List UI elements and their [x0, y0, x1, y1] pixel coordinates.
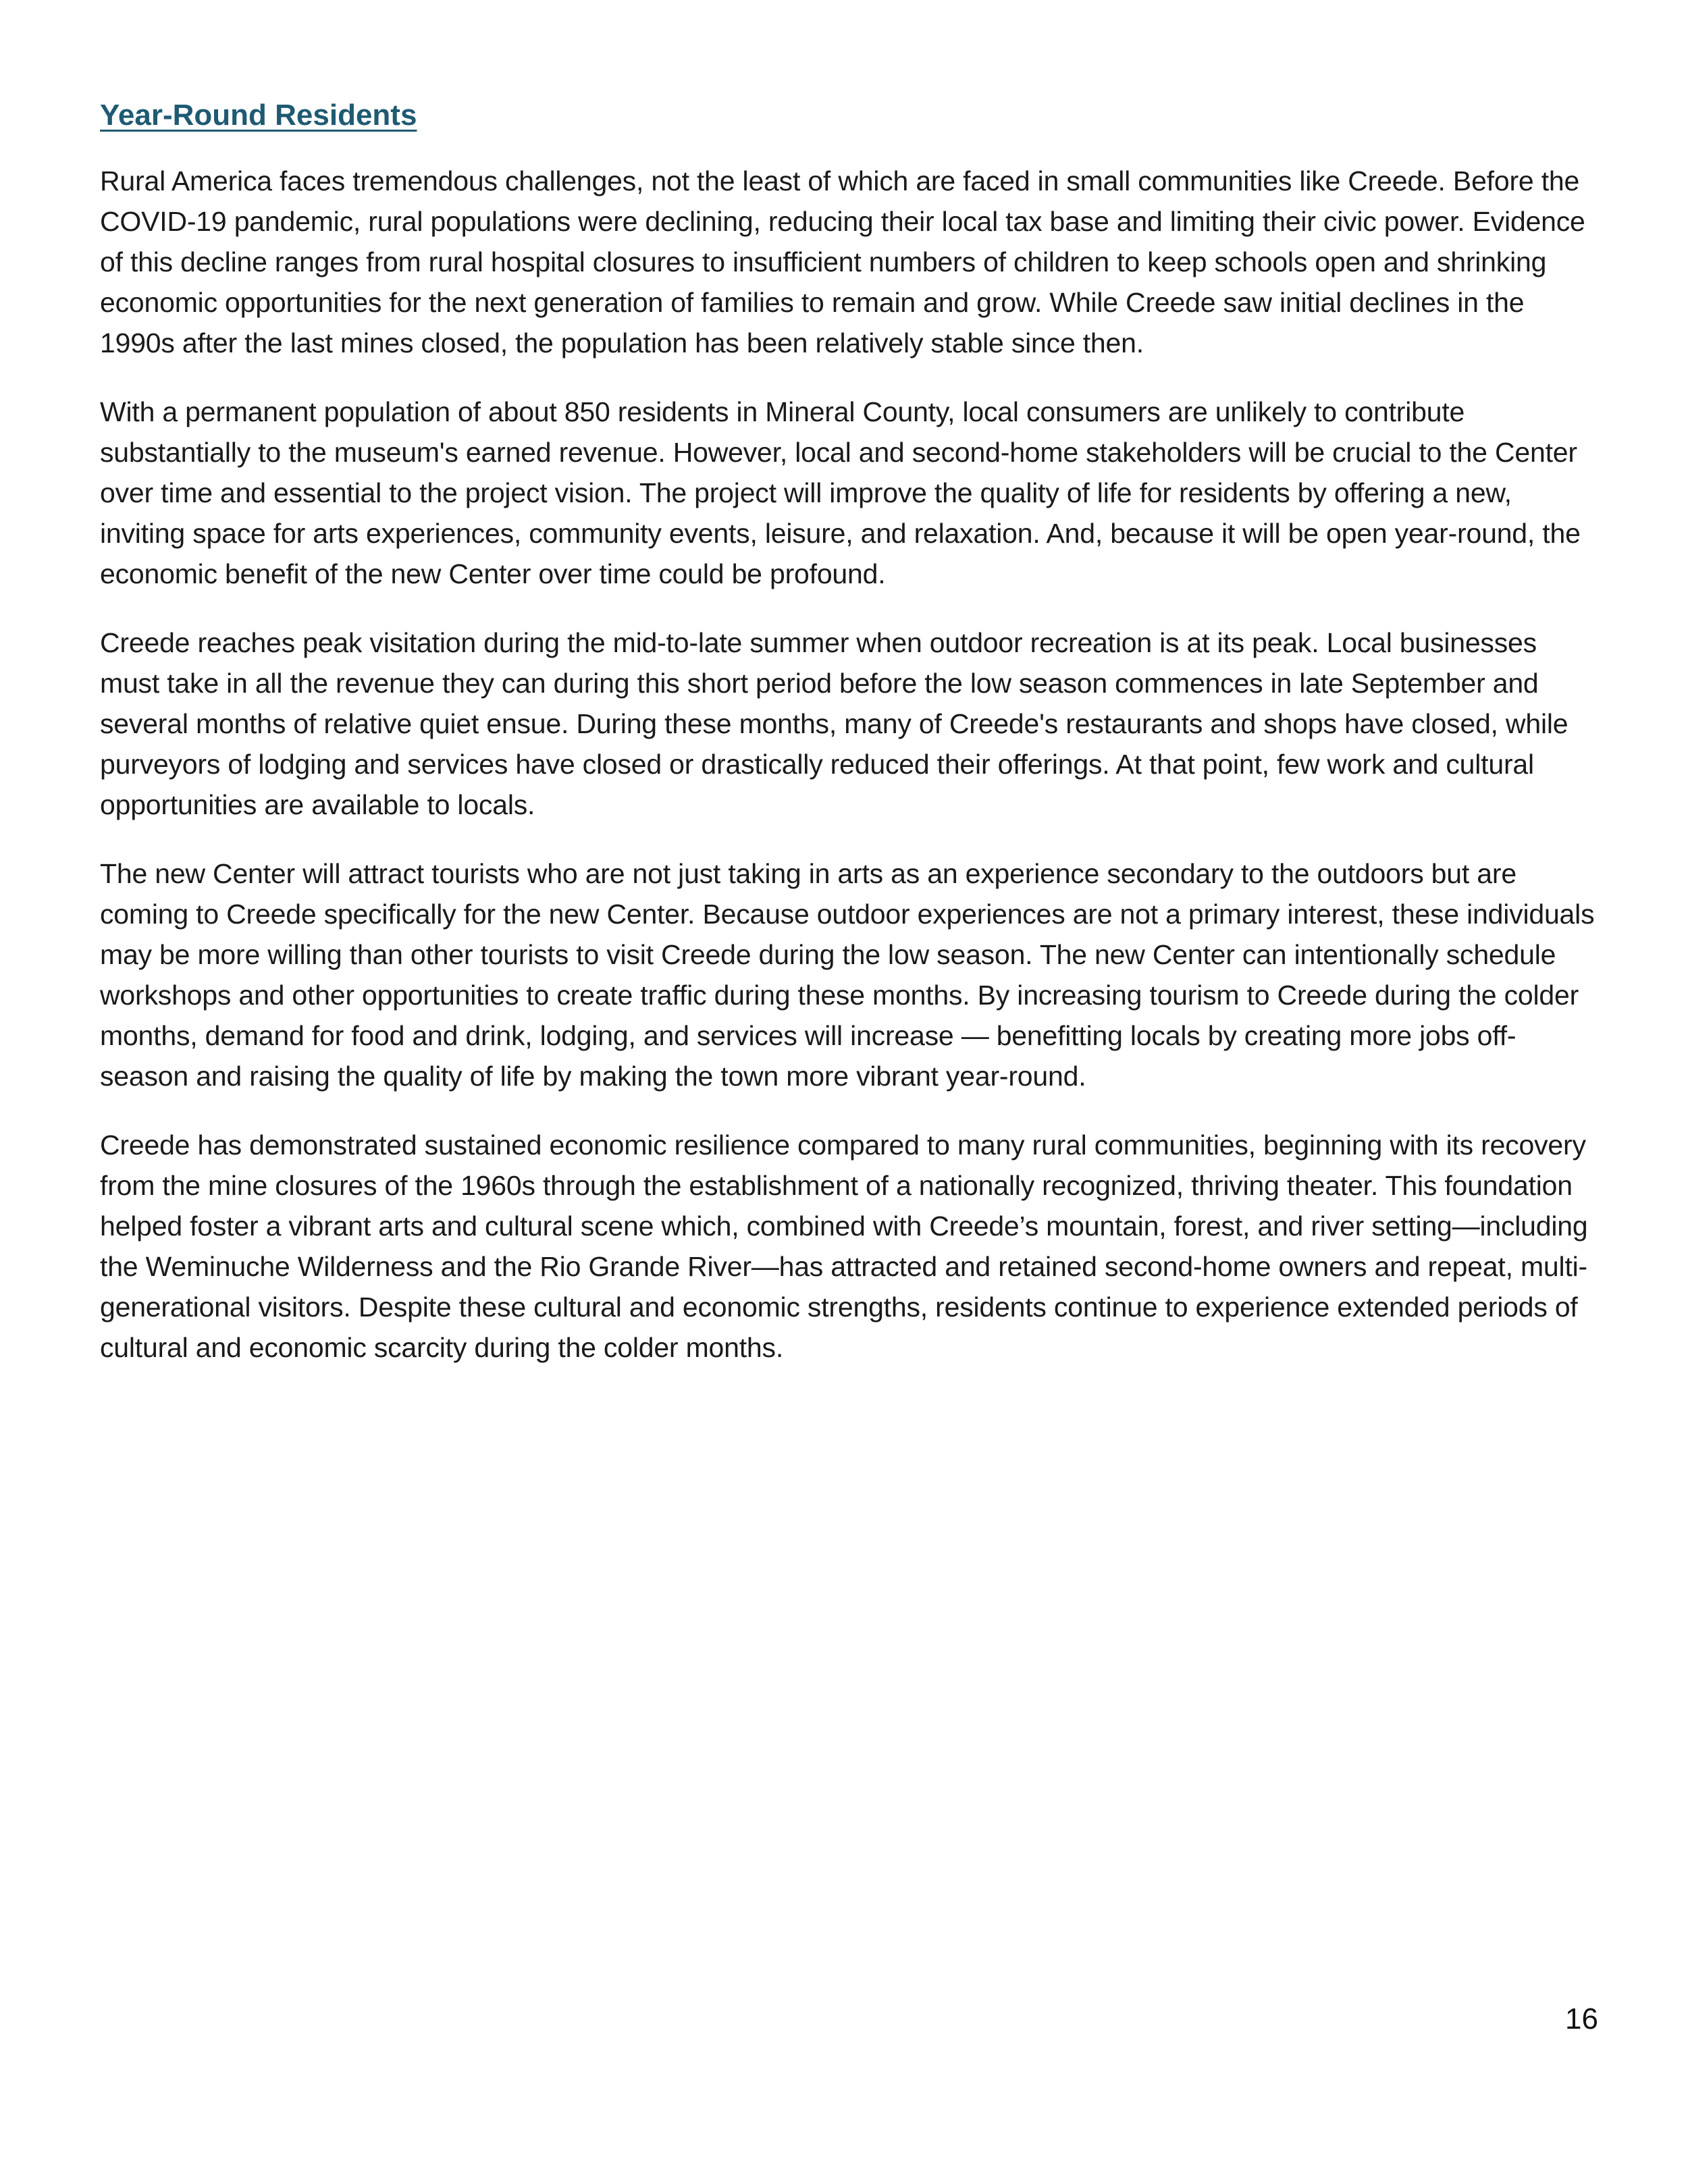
- paragraph-4: The new Center will attract tourists who are not just taking in arts as an experience secondary to the outdoors but are coming to Creede specifically for the new Center. Because outdoor experiences are not a primary interest, these individuals may be more willing than other tourists to visit Creede during the low season. The new Center can intentionally schedule workshops and other opportunities to create traffic during these months. By increasing tourism to Creede during the colder months, demand for food and drink, lodging, and services will increase — benefitting locals by creating more jobs off-season and raising the quality of life by making the town more vibrant year-round.: [100, 857, 1595, 1092]
- page-content: [100, 98, 1596, 1396]
- section-heading: Year-Round Residents: [100, 99, 417, 132]
- paragraph-2: With a permanent population of about 850 residents in Mineral County, local consumers are unlikely to contribute substantially to the museum's earned revenue. However, local and second-home stakeholders will be crucial to the Center over time and essential to the project vision. The project will improve the quality of life for residents by offering a new, inviting space for arts experiences, community events, leisure, and relaxation. And, because it will be open year-round, the economic benefit of the new Center over time could be profound.: [100, 396, 1581, 589]
- paragraph-1: Rural America faces tremendous challenges, not the least of which are faced in small communities like Creede. Before the COVID-19 pandemic, rural populations were declining, reducing their local tax base and limiting their civic power. Evidence of this decline ranges from rural hospital closures to insufficient numbers of children to keep schools open and shrinking economic opportunities for the next generation of families to remain and grow. While Creede saw initial declines in the 1990s after the last mines closed, the population has been relatively stable since then.: [100, 165, 1585, 358]
- paragraph-3: Creede reaches peak visitation during the mid-to-late summer when outdoor recreation is at its peak. Local businesses must take in all the revenue they can during this short period before the low season commences in late September and several months of relative quiet ensue. During these months, many of Creede's restaurants and shops have closed, while purveyors of lodging and services have closed or drastically reduced their offerings. At that point, few work and cultural opportunities are available to locals.: [100, 627, 1568, 820]
- page-number: 16: [1565, 2002, 1598, 2035]
- paragraph-5: Creede has demonstrated sustained economic resilience compared to many rural communities, beginning with its recovery from the mine closures of the 1960s through the establishment of a nationally recognized, thriving theater. This foundation helped foster a vibrant arts and cultural scene which, combined with Creede’s mountain, forest, and river setting—including the Weminuche Wilderness and the Rio Grande River—has attracted and retained second-home owners and repeat, multi-generational visitors. Despite these cultural and economic strengths, residents continue to experience extended periods of cultural and economic scarcity during the colder months.: [100, 1129, 1588, 1363]
